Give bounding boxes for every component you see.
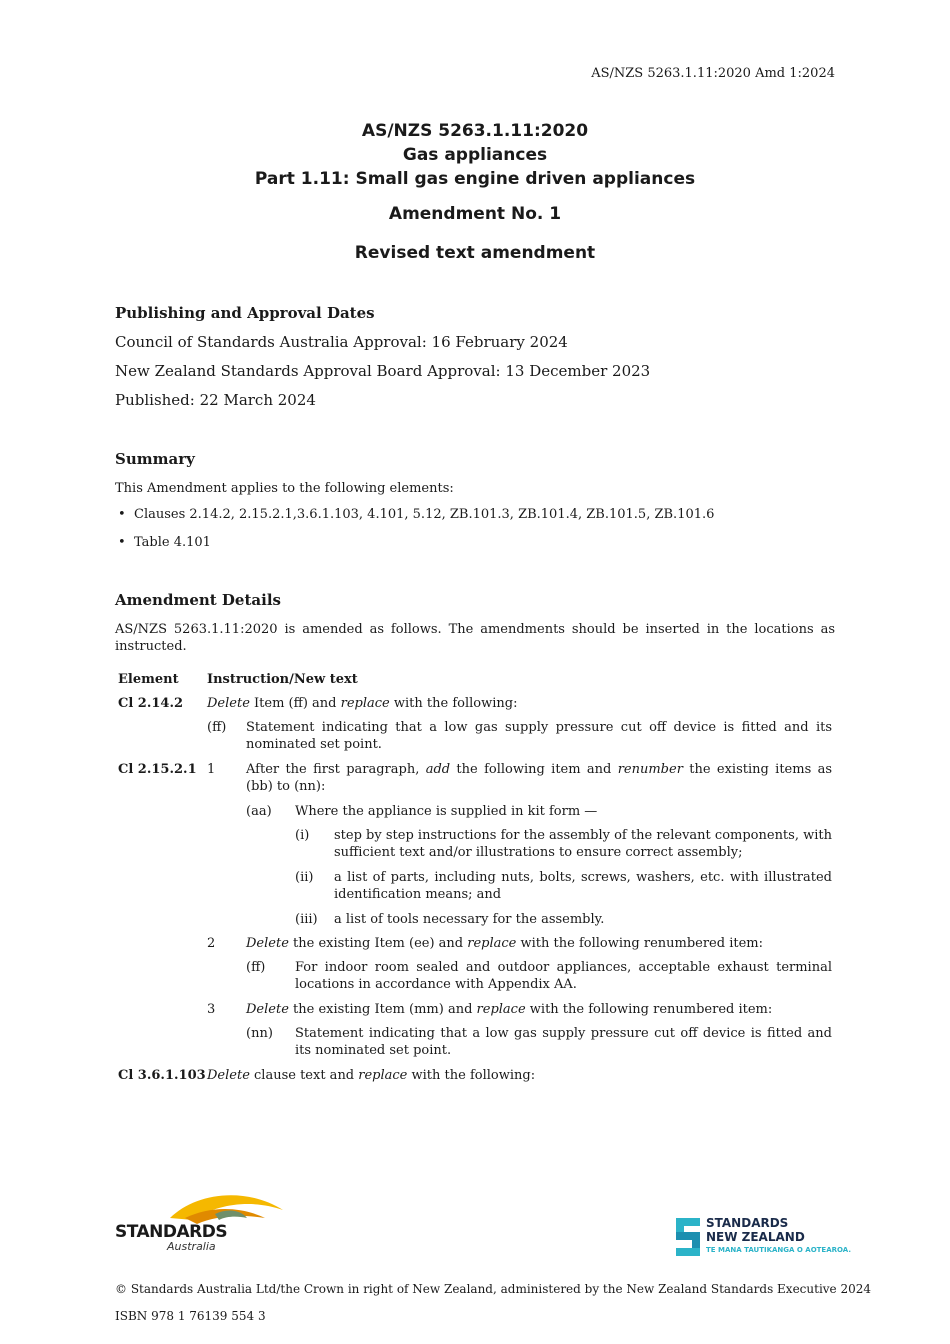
snz-wordmark-line1: STANDARDS: [706, 1216, 789, 1230]
council-approval: Council of Standards Australia Approval: 16 February 2024: [115, 333, 568, 351]
column-header-element: Element: [118, 672, 179, 687]
snz-wordmark-line2: NEW ZEALAND: [706, 1230, 805, 1244]
standards-australia-logo: [115, 1188, 290, 1252]
publishing-heading: Publishing and Approval Dates: [115, 304, 375, 322]
item-text: Where the appliance is supplied in kit form —: [295, 804, 598, 819]
title-part: Part 1.11: Small gas engine driven appliances: [254, 169, 696, 189]
item-label: (nn): [246, 1026, 273, 1041]
item-label: (ff): [207, 720, 227, 735]
subitem-text: step by step instructions for the assembly of the relevant components, with sufficient text and/or illustrations to ensure correct assembly;: [334, 828, 832, 860]
isbn: ISBN 978 1 76139 554 3: [115, 1309, 266, 1323]
subitem-label: (iii): [295, 912, 318, 927]
title-block: [0, 119, 950, 191]
standards-australia-wordmark: STANDARDS: [115, 1222, 228, 1242]
standards-new-zealand-mark-icon: [676, 1218, 700, 1256]
instruction-text: Delete the existing Item (mm) and replace with the following renumbered item:: [246, 1002, 773, 1017]
element-cl-2-15-2-1: Cl 2.15.2.1: [118, 762, 197, 777]
column-header-instruction: Instruction/New text: [207, 672, 358, 687]
instruction-number: 1: [207, 762, 216, 777]
element-cl-3-6-1-103: Cl 3.6.1.103: [118, 1068, 206, 1083]
summary-bullet: • Clauses 2.14.2, 2.15.2.1,3.6.1.103, 4.101, 5.12, ZB.101.3, ZB.101.4, ZB.101.5, ZB.101.6: [134, 507, 714, 522]
title-standard-number: AS/NZS 5263.1.11:2020: [361, 121, 589, 141]
copyright-notice: © Standards Australia Ltd/the Crown in right of New Zealand, administered by the New Zealand Standards Executive 2024: [115, 1282, 872, 1296]
nz-board-approval: New Zealand Standards Approval Board Approval: 13 December 2023: [115, 362, 651, 380]
item-text: Statement indicating that a low gas supply pressure cut off device is fitted and its nominated set point.: [246, 720, 832, 752]
published-date: Published: 22 March 2024: [115, 391, 316, 409]
summary-bullet: • Table 4.101: [134, 535, 211, 550]
instruction-text: After the first paragraph, add the following item and renumber the existing items as (bb) to (nn):: [246, 762, 832, 794]
element-cl-2-14-2: Cl 2.14.2: [118, 696, 184, 711]
item-text: For indoor room sealed and outdoor appliances, acceptable exhaust terminal locations in accordance with Appendix AA.: [295, 960, 832, 992]
summary-heading: Summary: [115, 450, 195, 468]
item-label: (ff): [246, 960, 266, 975]
amendment-type: Revised text amendment: [354, 243, 596, 263]
amendment-details-heading: Amendment Details: [115, 591, 281, 609]
amendment-details-intro: AS/NZS 5263.1.11:2020 is amended as follows. The amendments should be inserted in the locations as instructed.: [115, 622, 835, 654]
snz-tagline: TE MANA TAUTIKANGA O AOTEAROA.: [706, 1246, 851, 1254]
instruction-text: Delete the existing Item (ee) and replace with the following renumbered item:: [246, 936, 763, 951]
item-text: Statement indicating that a low gas supply pressure cut off device is fitted and its nominated set point.: [295, 1026, 832, 1058]
standards-new-zealand-logo: [676, 1216, 851, 1260]
instruction-cl-3-6-1-103: Delete clause text and replace with the following:: [207, 1068, 536, 1083]
title-series: Gas appliances: [402, 145, 548, 165]
amendment-number: Amendment No. 1: [388, 204, 562, 224]
instruction-number: 3: [207, 1002, 216, 1017]
summary-list: [134, 507, 834, 557]
subitem-label: (ii): [295, 870, 314, 885]
instruction-cl-2-14-2: Delete Item (ff) and replace with the following:: [207, 696, 518, 711]
subitem-text: a list of parts, including nuts, bolts, screws, washers, etc. with illustrated identification means; and: [334, 870, 832, 902]
instruction-number: 2: [207, 936, 216, 951]
standards-australia-subtitle: Australia: [167, 1240, 216, 1253]
subitem-label: (i): [295, 828, 310, 843]
item-label: (aa): [246, 804, 272, 819]
summary-intro: This Amendment applies to the following elements:: [115, 481, 454, 496]
document-id-header: AS/NZS 5263.1.11:2020 Amd 1:2024: [591, 66, 835, 81]
subitem-text: a list of tools necessary for the assembly.: [334, 912, 605, 927]
